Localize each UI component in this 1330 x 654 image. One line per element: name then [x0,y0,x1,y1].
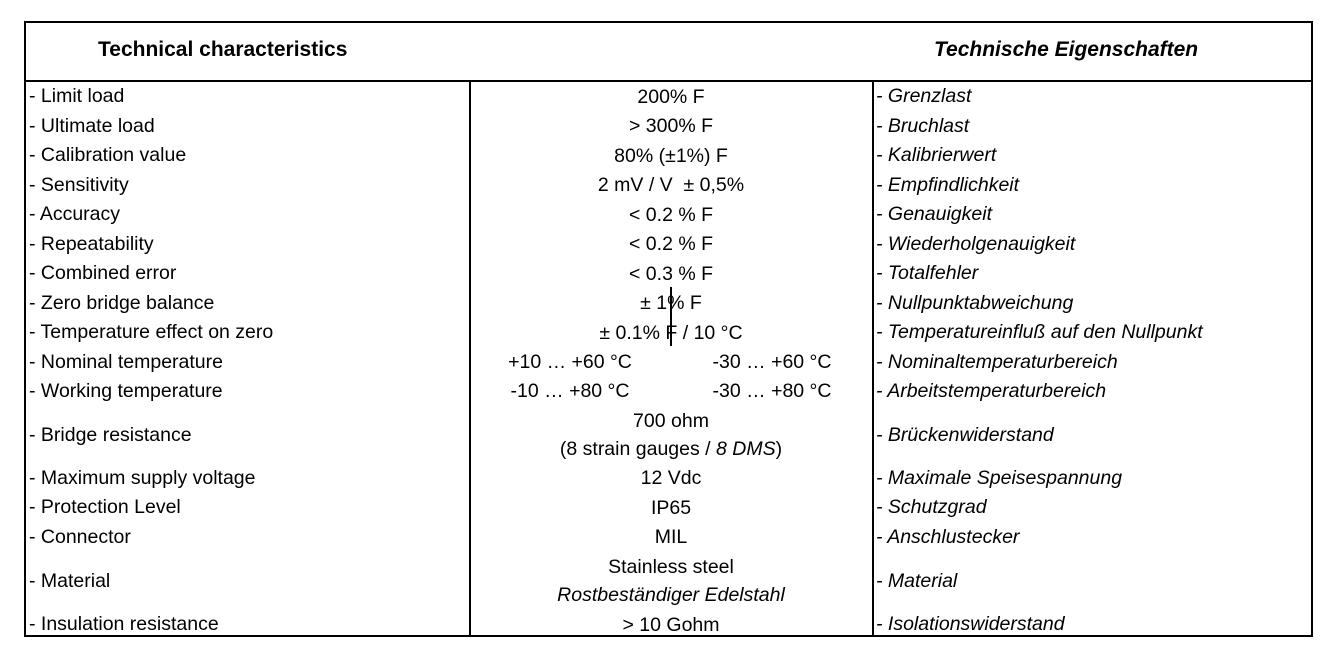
row-value-range-b: -30 … +80 °C [712,380,832,403]
row-label-de: - Maximale Speisespannung [876,466,1123,489]
row-value: < 0.3 % F [629,262,713,285]
row-label-en: - Connector [29,525,131,548]
row-value-range-a: -10 … +80 °C [510,380,630,403]
row-label-de: - Wiederholgenauigkeit [876,232,1076,255]
row-label-en: - Combined error [29,262,177,285]
row-label-de: - Grenzlast [876,85,972,108]
row-value: IP65 [650,496,692,519]
row-value: 200% F [637,85,705,108]
row-value: MIL [654,526,688,549]
row-label-en: - Material [29,569,111,592]
row-label-en: - Ultimate load [29,114,155,137]
row-label-en: - Insulation resistance [29,613,219,636]
row-value [470,407,872,464]
table-row [26,552,1311,610]
row-label-de: - Material [876,569,958,592]
row-value-line1: Stainless steel [608,556,734,578]
table-row [26,464,1311,494]
table-row [26,377,1311,407]
table-row [26,289,1311,319]
row-label-de: - Totalfehler [876,262,979,285]
row-label-en: - Sensitivity [29,173,129,196]
row-label-de: - Isolationswiderstand [876,613,1065,636]
row-value-range-b: -30 … +60 °C [712,350,832,373]
row-label-de: - Genauigkeit [876,203,992,226]
table-row [26,407,1311,464]
row-value: > 300% F [628,115,713,138]
row-value-line2: Rostbeständiger Edelstahl [557,584,785,606]
row-value: 2 mV / V ± 0,5% [597,174,745,197]
table-row [26,141,1311,171]
table-row [26,171,1311,201]
row-label-en: - Working temperature [29,380,223,403]
row-label-de: - Anschlustecker [876,525,1020,548]
row-label-de: - Arbeitstemperaturbereich [876,380,1107,403]
row-value: ± 1% F [640,292,702,315]
row-value-line2: (8 strain gauges / 8 DMS) [559,438,783,460]
row-label-de: - Temperatureinfluß auf den Nullpunkt [876,321,1203,344]
row-label-en: - Maximum supply voltage [29,466,256,489]
row-label-en: - Bridge resistance [29,423,192,446]
row-value: < 0.2 % F [629,203,713,226]
row-value-range-a: +10 … +60 °C [508,350,632,373]
table-row [26,230,1311,260]
header-title-de: Technische Eigenschaften [934,38,1199,61]
row-value-line1: 700 ohm [633,410,709,432]
row-value-split [470,348,872,378]
row-label-de: - Kalibrierwert [876,144,997,167]
technical-characteristics-table [24,21,1313,637]
table-header [26,23,1311,82]
row-label-de: - Bruchlast [876,114,970,137]
table-row [26,200,1311,230]
table-row [26,348,1311,378]
row-value-split [470,377,872,407]
row-value: > 10 Gohm [622,613,720,636]
row-label-de: - Empfindlichkeit [876,173,1020,196]
row-label-en: - Protection Level [29,496,181,519]
row-label-de: - Brückenwiderstand [876,423,1054,446]
row-label-en: - Calibration value [29,144,187,167]
table-row [26,259,1311,289]
table-row [26,610,1311,640]
table-row [26,523,1311,553]
row-label-en: - Zero bridge balance [29,291,215,314]
row-label-en: - Nominal temperature [29,350,223,373]
table-row [26,82,1311,112]
row-value: < 0.2 % F [629,233,713,256]
header-title-en: Technical characteristics [98,38,348,61]
table-row [26,493,1311,523]
row-label-en: - Limit load [29,85,125,108]
row-label-en: - Repeatability [29,232,154,255]
row-label-de: - Nullpunktabweichung [876,291,1074,314]
row-value [470,552,872,610]
table-body [26,82,1311,640]
row-label-en: - Temperature effect on zero [29,321,274,344]
row-value: 80% (±1%) F [614,144,728,167]
row-label-de: - Schutzgrad [876,496,987,519]
table-row [26,318,1311,348]
row-value: ± 0.1% F / 10 °C [599,321,743,344]
row-value: 12 Vdc [640,467,702,490]
row-label-de: - Nominaltemperaturbereich [876,350,1118,373]
row-label-en: - Accuracy [29,203,121,226]
table-row [26,112,1311,142]
